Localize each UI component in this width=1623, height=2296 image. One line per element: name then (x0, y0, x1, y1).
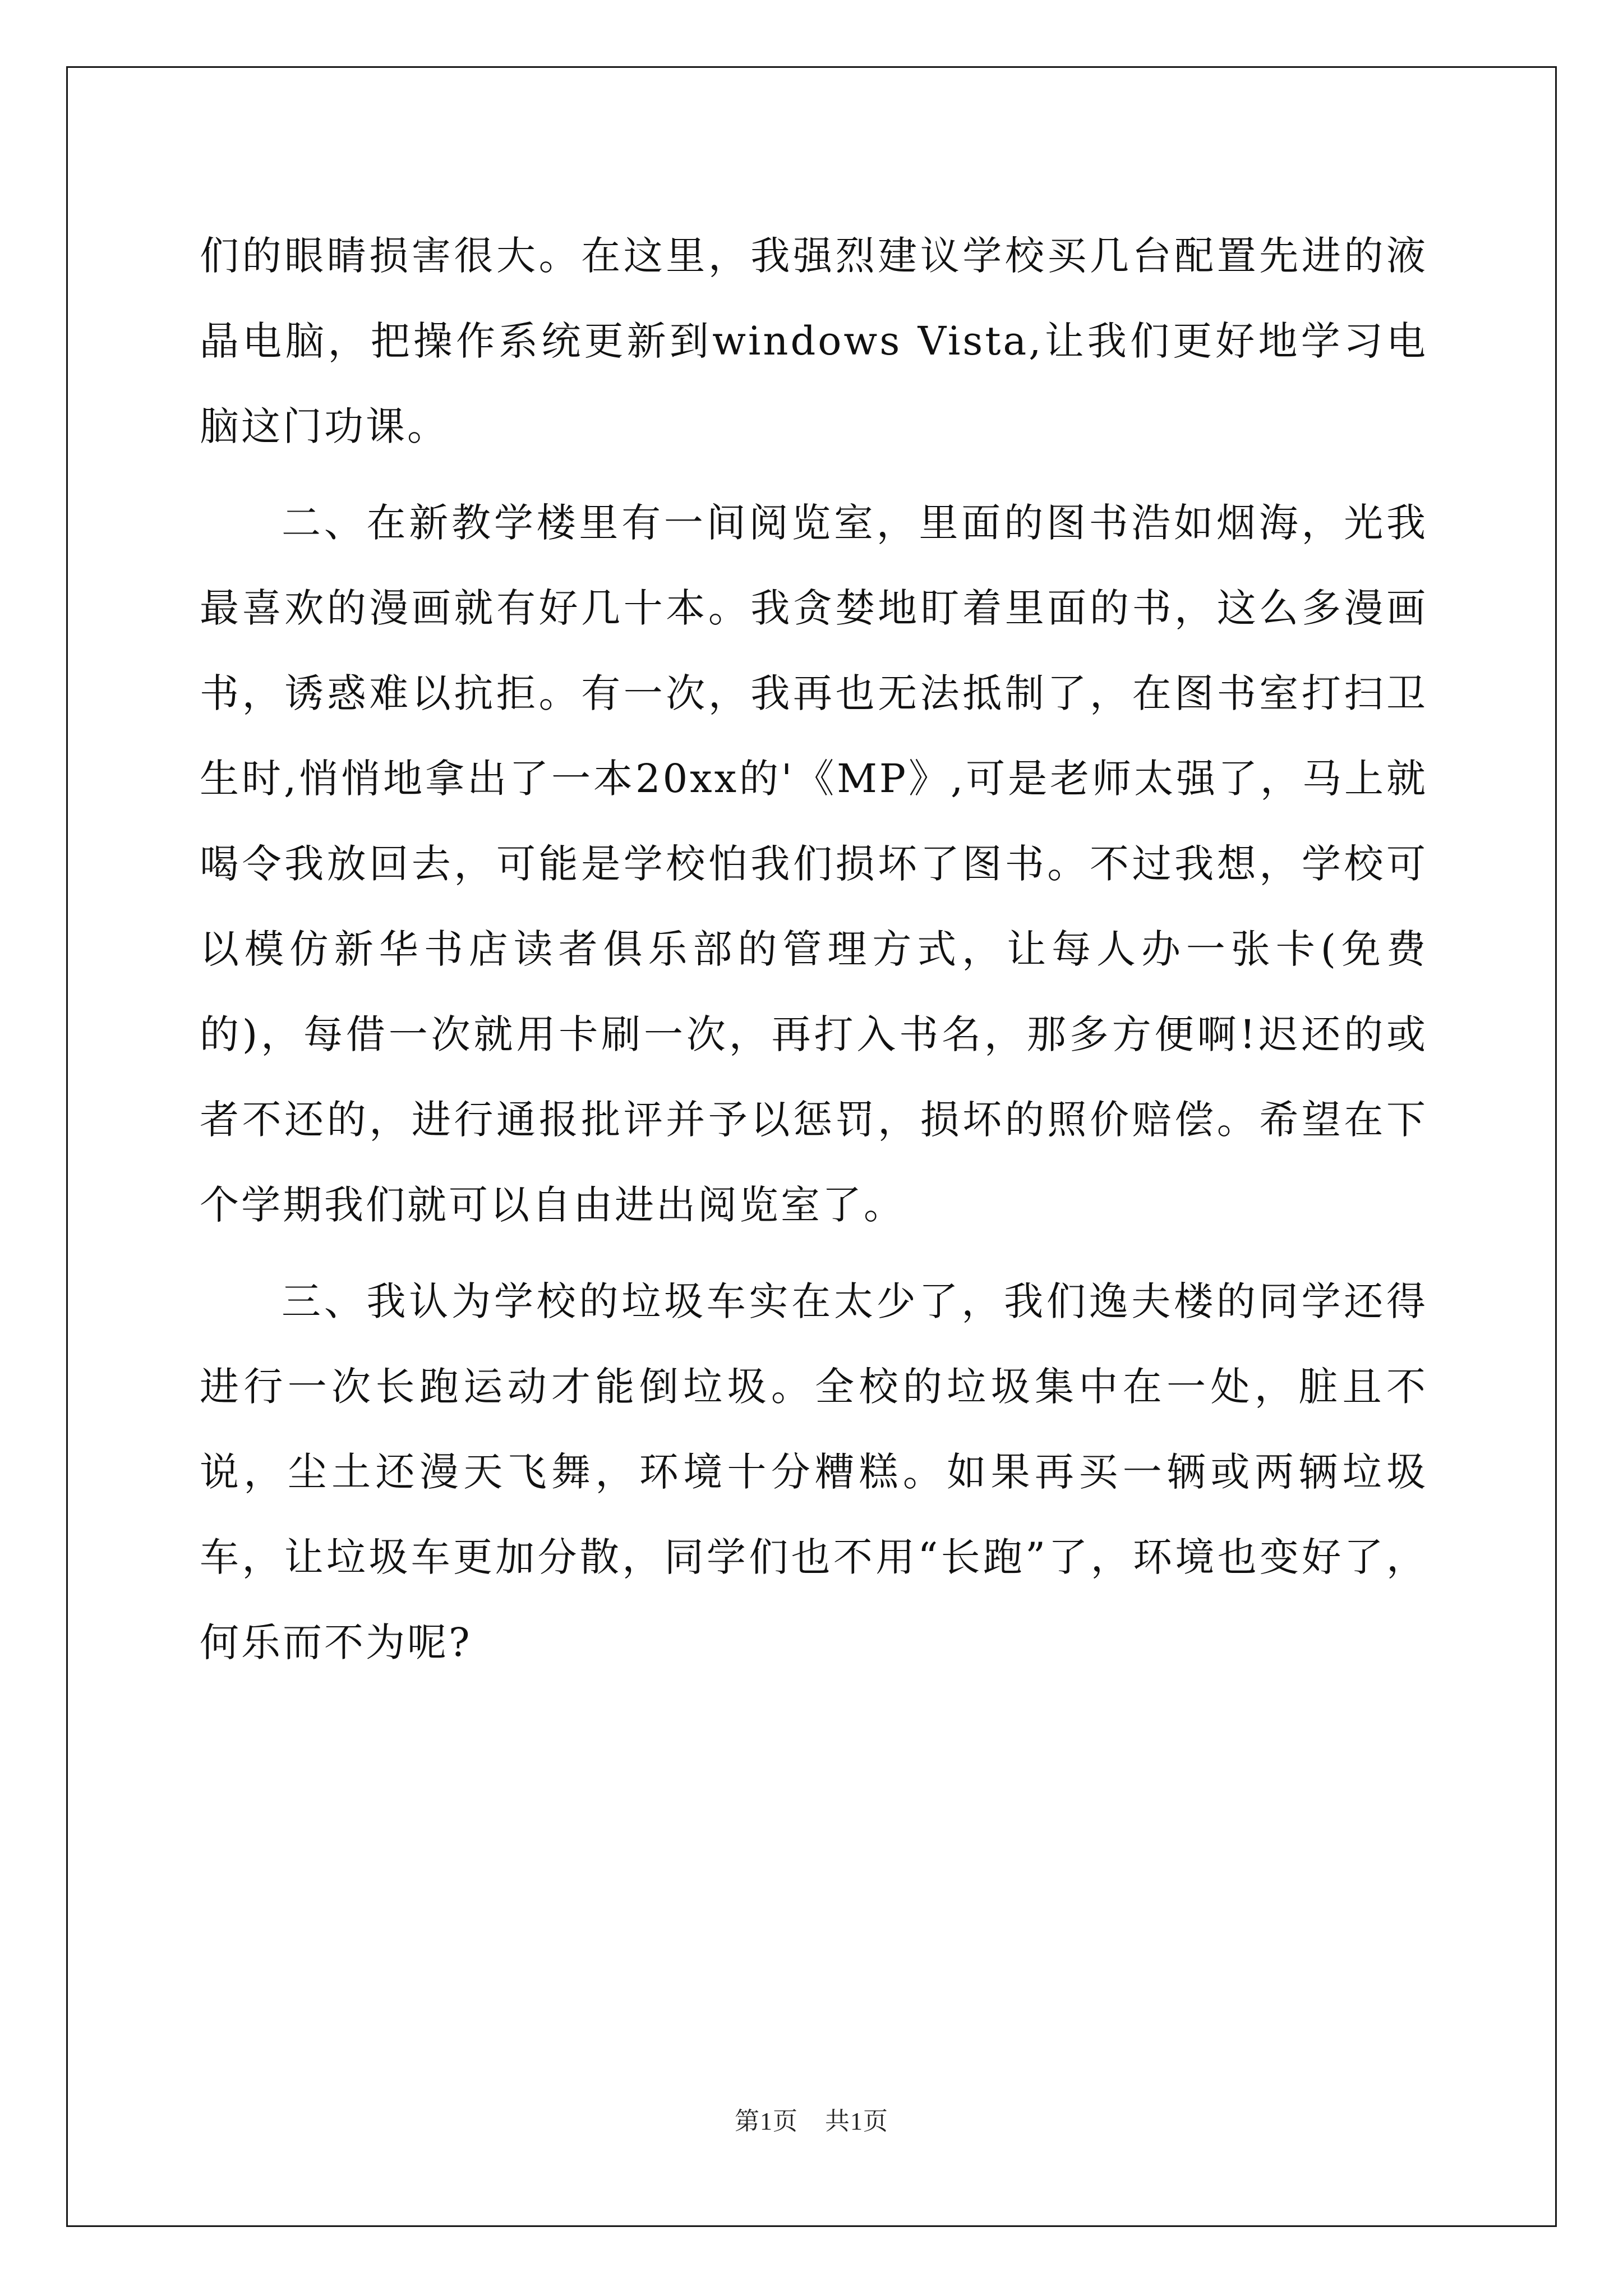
page-number: 第1页 (735, 2108, 798, 2135)
document-body (200, 213, 1428, 1685)
paragraph-2: 二、在新教学楼里有一间阅览室，里面的图书浩如烟海，光我最喜欢的漫画就有好几十本。我贪婪地盯着里面的书，这么多漫画书，诱惑难以抗拒。有一次，我再也无法抵制了，在图书室打扫卫生时,悄悄地拿出了一本20xx的'《MP》,可是老师太强了，马上就喝令我放回去，可能是学校怕我们损坏了图书。不过我想，学校可以模仿新华书店读者俱乐部的管理方式，让每人办一张卡(免费的)，每借一次就用卡刷一次，再打入书名，那多方便啊!迟还的或者不还的，进行通报批评并予以惩罚，损坏的照价赔偿。希望在下个学期我们就可以自由进出阅览室了。 (200, 500, 1428, 1228)
paragraph-3: 三、我认为学校的垃圾车实在太少了，我们逸夫楼的同学还得进行一次长跑运动才能倒垃圾。全校的垃圾集中在一处，脏且不说，尘土还漫天飞舞，环境十分糟糕。如果再买一辆或两辆垃圾车，让垃圾车更加分散，同学们也不用“长跑”了，环境也变好了，何乐而不为呢? (200, 1278, 1428, 1665)
paragraph-1: 们的眼睛损害很大。在这里，我强烈建议学校买几台配置先进的液晶电脑，把操作系统更新到windows Vista,让我们更好地学习电脑这门功课。 (200, 233, 1428, 449)
page-total: 共1页 (825, 2108, 888, 2135)
page-footer (0, 2101, 1623, 2137)
